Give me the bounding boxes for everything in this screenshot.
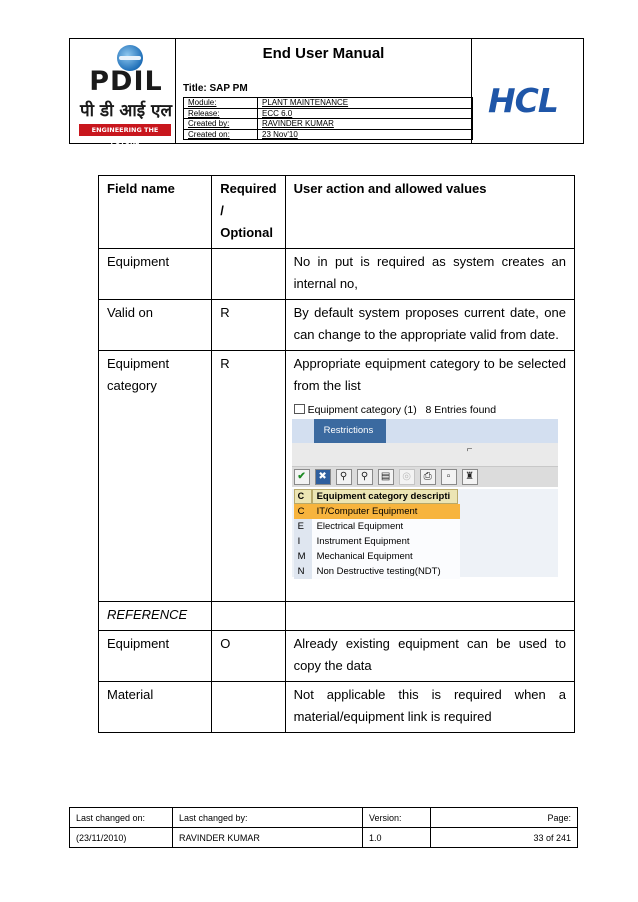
meta-label: Module: xyxy=(184,98,258,109)
list-item[interactable] xyxy=(294,564,460,579)
section-label: REFERENCE xyxy=(99,602,212,631)
action-cell: Already existing equipment can be used to copy the data xyxy=(285,631,574,682)
field-name-cell: Equipment category xyxy=(99,351,212,602)
header-optional: Optional xyxy=(220,225,273,240)
category-text: Mechanical Equipment xyxy=(312,549,460,564)
required-cell xyxy=(212,249,285,300)
header-info xyxy=(176,39,472,143)
table-row xyxy=(99,602,575,631)
meta-row xyxy=(184,129,473,140)
page-number: 33 of 241 xyxy=(431,828,578,848)
table-row xyxy=(99,249,575,300)
tab-restrictions[interactable]: Restrictions xyxy=(314,419,386,443)
find-icon[interactable]: ⚲ xyxy=(336,469,352,485)
entries-found: 8 Entries found xyxy=(425,404,497,416)
popup-toolbar xyxy=(292,467,558,487)
disabled-icon: ◎ xyxy=(399,469,415,485)
pdil-logo xyxy=(70,39,176,146)
list-item[interactable] xyxy=(294,549,460,564)
version: 1.0 xyxy=(363,828,431,848)
pdil-logo-tagline: ENGINEERING THE FUTURE xyxy=(79,124,171,136)
header-slash: / xyxy=(220,203,224,218)
table-row xyxy=(99,682,575,733)
category-text: Non Destructive testing(NDT) xyxy=(312,564,460,579)
category-text: IT/Computer Equipment xyxy=(312,504,460,519)
cancel-icon[interactable]: ✖ xyxy=(315,469,331,485)
required-cell xyxy=(212,682,285,733)
footer-value-row xyxy=(70,828,578,848)
pdil-logo-text: PDIL xyxy=(89,66,163,97)
settings-icon[interactable]: ♜ xyxy=(462,469,478,485)
category-key: E xyxy=(294,519,312,534)
document-subtitle: Title: SAP PM xyxy=(183,83,248,94)
action-cell: Not applicable this is required when a material/equipment link is required xyxy=(285,682,574,733)
list-item[interactable] xyxy=(294,519,460,534)
meta-row xyxy=(184,108,473,119)
meta-label: Created on: xyxy=(184,129,258,140)
find-next-icon[interactable]: ⚲ xyxy=(357,469,373,485)
meta-value: 23 Nov'10 xyxy=(258,129,473,140)
field-table xyxy=(98,175,575,733)
result-list xyxy=(292,489,558,577)
meta-label: Release: xyxy=(184,108,258,119)
required-cell xyxy=(212,602,285,631)
table-row xyxy=(99,631,575,682)
table-header-row xyxy=(99,176,575,249)
action-cell: No in put is required as system creates an internal no, xyxy=(285,249,574,300)
globe-band xyxy=(119,56,141,60)
footer-label-row xyxy=(70,808,578,828)
header-required: Required xyxy=(220,181,277,196)
category-key: I xyxy=(294,534,312,549)
category-key: N xyxy=(294,564,312,579)
action-cell: By default system proposes current date, one can change to the appropriate valid from date. xyxy=(285,300,574,351)
pdil-logo-hindi: पी डी आई एल xyxy=(80,101,172,121)
print-icon[interactable]: ⎙ xyxy=(420,469,436,485)
meta-value: PLANT MAINTENANCE xyxy=(258,98,473,109)
field-name-cell: Equipment xyxy=(99,631,212,682)
check-icon[interactable]: ✔ xyxy=(294,469,310,485)
footer-label: Page: xyxy=(431,808,578,828)
category-key: M xyxy=(294,549,312,564)
list-item[interactable] xyxy=(294,534,460,549)
window-icon xyxy=(294,404,305,414)
last-changed-on: (23/11/2010) xyxy=(70,828,173,848)
required-cell: R xyxy=(212,300,285,351)
required-cell: O xyxy=(212,631,285,682)
hcl-logo-cell xyxy=(472,39,583,143)
table-row xyxy=(99,300,575,351)
header-user-action: User action and allowed values xyxy=(285,176,574,249)
action-text: Appropriate equipment category to be selected from the list xyxy=(293,356,566,393)
footer-label: Last changed on: xyxy=(70,808,173,828)
action-cell xyxy=(285,602,574,631)
popup-title: Equipment category (1) xyxy=(307,404,417,416)
meta-row xyxy=(184,119,473,130)
action-cell xyxy=(285,351,574,602)
footer-label: Last changed by: xyxy=(173,808,363,828)
column-header-key[interactable]: C xyxy=(294,489,312,504)
hcl-logo: HCL xyxy=(488,81,558,120)
document-footer xyxy=(69,807,578,848)
column-header-description[interactable]: Equipment category descripti xyxy=(312,489,458,504)
category-text: Electrical Equipment xyxy=(312,519,460,534)
meta-label: Created by: xyxy=(184,119,258,130)
field-name-cell: Material xyxy=(99,682,212,733)
table-row xyxy=(99,351,575,602)
restrictions-area xyxy=(292,443,558,467)
new-icon[interactable]: ▫ xyxy=(441,469,457,485)
tab-strip xyxy=(292,419,558,443)
field-name-cell: Equipment xyxy=(99,249,212,300)
footer-label: Version: xyxy=(363,808,431,828)
meta-table xyxy=(183,97,473,140)
document-title: End User Manual xyxy=(262,45,385,62)
meta-row xyxy=(184,98,473,109)
field-name-cell: Valid on xyxy=(99,300,212,351)
save-icon[interactable]: ▤ xyxy=(378,469,394,485)
last-changed-by: RAVINDER KUMAR xyxy=(173,828,363,848)
category-text: Instrument Equipment xyxy=(312,534,460,549)
category-key: C xyxy=(294,504,312,519)
list-item[interactable] xyxy=(294,504,460,519)
document-header xyxy=(69,38,584,144)
header-field-name: Field name xyxy=(99,176,212,249)
popup-title-bar xyxy=(292,403,558,419)
equipment-category-popup xyxy=(292,403,558,577)
meta-value: ECC 6.0 xyxy=(258,108,473,119)
meta-value: RAVINDER KUMAR xyxy=(258,119,473,130)
required-cell: R xyxy=(212,351,285,602)
expand-handle-icon[interactable]: ⌐ xyxy=(466,444,473,455)
header-required-optional xyxy=(212,176,285,249)
